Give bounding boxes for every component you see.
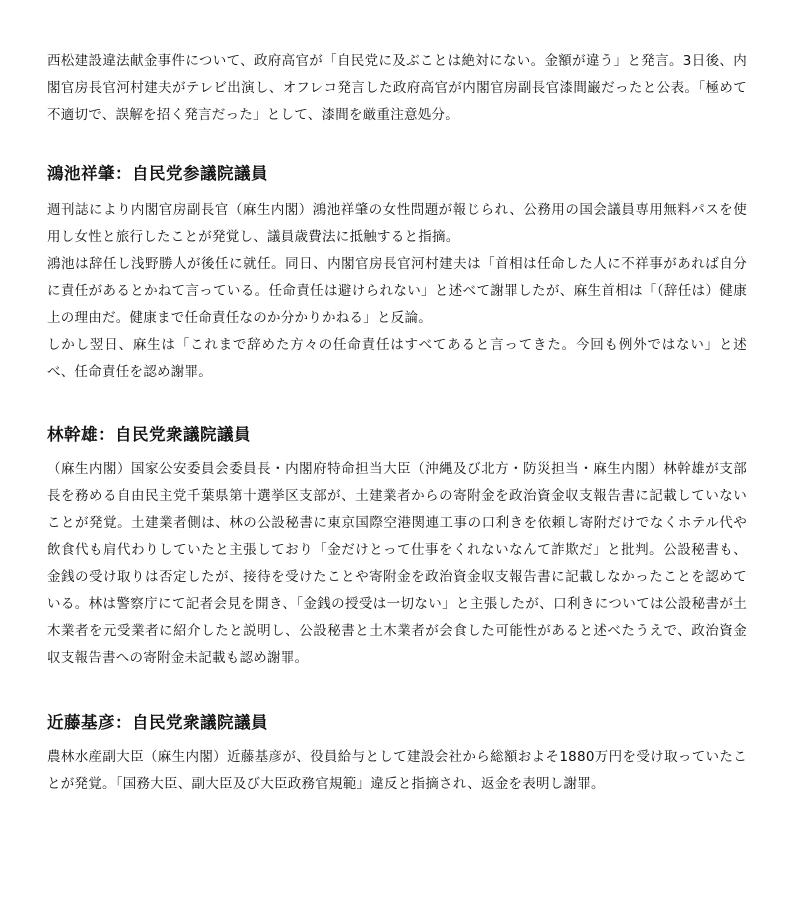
- section-body-hayashi: [47, 456, 747, 672]
- section-heading-kondo: 近藤基彦：自民党衆議院議員: [47, 713, 268, 732]
- paragraph: 農林水産副大臣（麻生内閣）近藤基彦が、役員給与として建設会社から総額およそ1880万円を受け取っていたことが発覚。「国務大臣、副大臣及び大臣政務官規範」違反と指摘され、返金を表明し謝罪。: [47, 749, 747, 792]
- paragraph: （麻生内閣）国家公安委員会委員長・内閣府特命担当大臣（沖縄及び北方・防災担当・麻生内閣）林幹雄が支部長を務める自由民主党千葉県第十選挙区支部が、土建業者からの寄附金を政治資金収支報告書に記載していないことが発覚。土建業者側は、林の公設秘書に東京国際空港関連工事の口利きを依頼し寄附だけでなくホテル代や飲食代も肩代わりしていたと主張しており「金だけとって仕事をくれないなんて詐欺だ」と批判。公設秘書も、金銭の受け取りは否定したが、接待を受けたことや寄附金を政治資金収支報告書に記載しなかったことを認めている。林は警察庁にて記者会見を開き、「金銭の授受は一切ない」と主張したが、口利きについては公設秘書が土木業者を元受業者に紹介したと説明し、公設秘書と土木業者が会食した可能性があると述べたうえで、政治資金収支報告書への寄附金未記載も認め謝罪。: [47, 461, 747, 666]
- section-heading-hayashi: 林幹雄：自民党衆議院議員: [47, 425, 251, 444]
- section-body-konoike: [47, 197, 747, 386]
- paragraph: しかし翌日、麻生は「これまで辞めた方々の任命責任はすべてあると言ってきた。今回も例外ではない」と述べ、任命責任を認め謝罪。: [47, 337, 747, 380]
- article-body: [47, 48, 747, 798]
- paragraph: 鴻池は辞任し浅野勝人が後任に就任。同日、内閣官房長官河村建夫は「首相は任命した人に不祥事があれば自分に責任があるとかねて言っている。任命責任は避けられない」と述べて謝罪したが、麻生首相は「（辞任は）健康上の理由だ。健康まで任命責任なのか分かりかねる」と反論。: [47, 256, 747, 326]
- paragraph: 週刊誌により内閣官房副長官（麻生内閣）鴻池祥肇の女性問題が報じられ、公務用の国会議員専用無料パスを使用し女性と旅行したことが発覚し、議員歳費法に抵触すると指摘。: [47, 202, 747, 245]
- intro-paragraph: 西松建設違法献金事件について、政府高官が「自民党に及ぶことは絶対にない。金額が違う」と発言。3日後、内閣官房長官河村建夫がテレビ出演し、オフレコ発言した政府高官が内閣官房副長官漆間巌だったと公表。「極めて不適切で、誤解を招く発言だった」として、漆間を厳重注意処分。: [47, 53, 747, 123]
- section-heading-konoike: 鴻池祥肇：自民党参議院議員: [47, 164, 268, 183]
- section-body-kondo: [47, 744, 747, 798]
